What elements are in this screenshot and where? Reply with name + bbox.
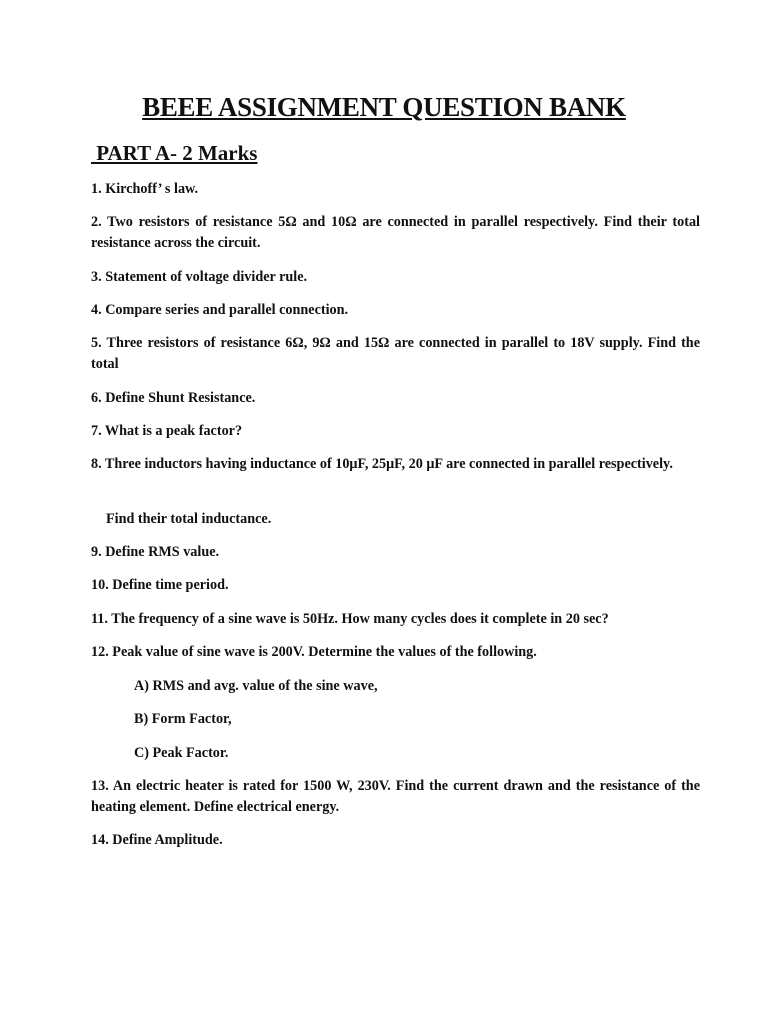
question-4: 4. Compare series and parallel connection. bbox=[91, 302, 349, 318]
question-12-part-c: C) Peak Factor. bbox=[134, 745, 229, 761]
question-3: 3. Statement of voltage divider rule. bbox=[91, 269, 308, 285]
document-title: BEEE ASSIGNMENT QUESTION BANK bbox=[142, 92, 626, 122]
question-6: 6. Define Shunt Resistance. bbox=[91, 390, 256, 406]
question-13: 13. An electric heater is rated for 1500 W, 230V. Find the current drawn and the resistance of the heating element. Define electrical energy. bbox=[91, 778, 700, 815]
question-8-continuation: Find their total inductance. bbox=[106, 511, 272, 527]
question-14: 14. Define Amplitude. bbox=[91, 832, 223, 848]
question-1: 1. Kirchoff’ s law. bbox=[91, 181, 199, 197]
question-2: 2. Two resistors of resistance 5Ω and 10Ω are connected in parallel respectively. Find their total resistance across the circuit. bbox=[91, 214, 700, 251]
question-12-part-a: A) RMS and avg. value of the sine wave, bbox=[134, 678, 378, 694]
question-10: 10. Define time period. bbox=[91, 577, 229, 593]
question-9: 9. Define RMS value. bbox=[91, 544, 220, 560]
part-a-heading: PART A- 2 Marks bbox=[91, 141, 258, 165]
question-8: 8. Three inductors having inductance of 10μF, 25μF, 20 μF are connected in parallel respectively. bbox=[91, 456, 673, 472]
question-5: 5. Three resistors of resistance 6Ω, 9Ω and 15Ω are connected in parallel to 18V supply. Find the total bbox=[91, 335, 700, 372]
question-7: 7. What is a peak factor? bbox=[91, 423, 243, 439]
question-11: 11. The frequency of a sine wave is 50Hz. How many cycles does it complete in 20 sec? bbox=[91, 611, 609, 627]
question-12: 12. Peak value of sine wave is 200V. Determine the values of the following. bbox=[91, 644, 537, 660]
question-12-part-b: B) Form Factor, bbox=[134, 711, 232, 727]
